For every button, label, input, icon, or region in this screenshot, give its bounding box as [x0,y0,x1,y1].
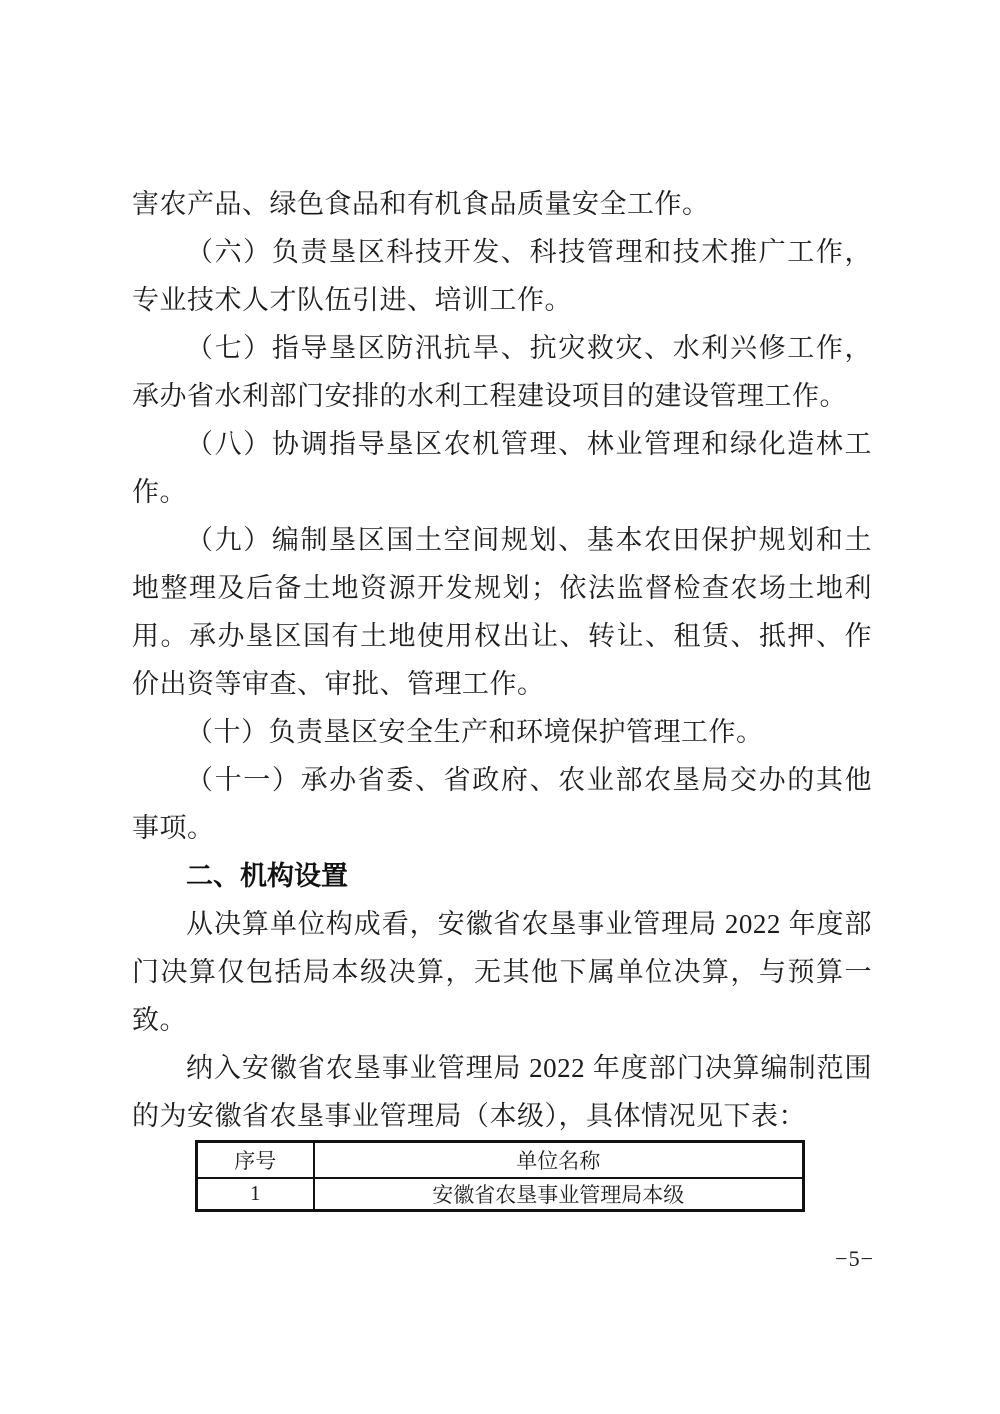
paragraph: 纳入安徽省农垦事业管理局 2022 年度部门决算编制范围的为安徽省农垦事业管理局（本级），具体情况见下表： [132,1053,872,1131]
table-header-cell-unit-name: 单位名称 [314,1142,804,1178]
paragraph: （十一）承办省委、省政府、农业部农垦局交办的其他事项。 [132,765,872,843]
paragraph: （九）编制垦区国土空间规划、基本农田保护规划和土地整理及后备土地资源开发规划；依法监督检查农场土地利用。承办垦区国有土地使用权出让、转让、租赁、抵押、作价出资等审查、审批、管理工作。 [132,525,872,699]
table-cell-unit-name: 安徽省农垦事业管理局本级 [314,1178,804,1211]
paragraph: （六）负责垦区科技开发、科技管理和技术推广工作，专业技术人才队伍引进、培训工作。 [132,237,872,315]
paragraph: （八）协调指导垦区农机管理、林业管理和绿化造林工作。 [132,429,872,507]
paragraph: 从决算单位构成看，安徽省农垦事业管理局 2022 年度部门决算仅包括局本级决算，无其他下属单位决算，与预算一致。 [132,909,872,1035]
paragraph: 害农产品、绿色食品和有机食品质量安全工作。 [132,189,710,219]
table-cell-serial: 1 [197,1178,314,1211]
table-header-cell-serial: 序号 [197,1142,314,1178]
paragraph: （七）指导垦区防汛抗旱、抗灾救灾、水利兴修工作，承办省水利部门安排的水利工程建设项目的建设管理工作。 [132,333,872,411]
page-number: −5− [835,1246,874,1271]
table-header-row [197,1142,804,1178]
paragraph: （十）负责垦区安全生产和环境保护管理工作。 [186,717,764,747]
table-row [197,1178,804,1211]
units-table [195,1140,805,1212]
section-heading: 二、机构设置 [186,861,348,891]
document-body [132,180,872,1212]
